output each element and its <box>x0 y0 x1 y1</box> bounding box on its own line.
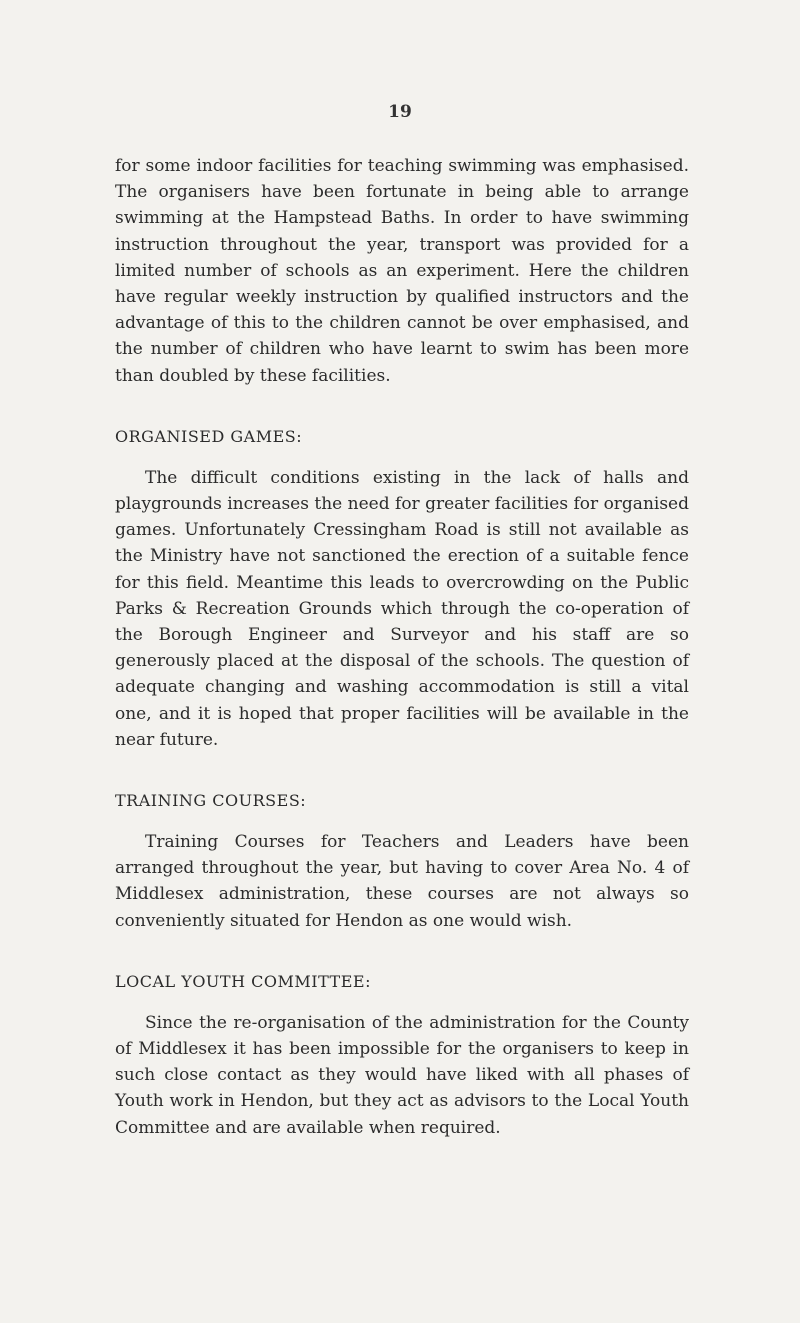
training-courses-heading: TRAINING COURSES: <box>115 791 307 811</box>
local-youth-committee-heading: LOCAL YOUTH COMMITTEE: <box>115 971 371 991</box>
organised-games-paragraph: The difficult conditions existing in the lack of halls and playgrounds increases the need for greater facilities for organised games. Unfortunately Cressingham Road is still not available as the Ministry have not sanctioned the erection of a suitable fence for this field. Meantime this leads to overcrowding on the Public Parks & Recreation Grounds which through the co-operation of the Borough Engineer and Surveyor and his staff are so generously placed at the disposal of the schools. The question of adequate changing and washing accommodation is still a vital one, and it is hoped that proper facilities will be available in the near future. <box>115 467 689 750</box>
intro-paragraph: for some indoor facilities for teaching swimming was emphasised. The organisers have been fortunate in being able to arrange swimming at the Hampstead Baths. In order to have swimming instruction throughout the year, transport was provided for a limited number of schools as an experiment. Here the children have regular weekly instruction by qualified instructors and the advantage of this to the children cannot be over emphasised, and the number of children who have learnt to swim has been more than doubled by these facilities. <box>115 156 689 386</box>
training-courses-paragraph: Training Courses for Teachers and Leaders have been arranged throughout the year, but having to cover Area No. 4 of Middlesex administration, these courses are not always so conveniently situated for Hendon as one would wish. <box>115 832 689 931</box>
page-body <box>115 153 689 1141</box>
organised-games-heading: ORGANISED GAMES: <box>115 426 303 446</box>
local-youth-committee-paragraph: Since the re-organisation of the administration for the County of Middlesex it has been impossible for the organisers to keep in such close contact as they would have liked with all phases of Youth work in Hendon, but they act as advisors to the Local Youth Committee and are available when required. <box>115 1012 689 1138</box>
page-number: 19 <box>388 102 412 122</box>
